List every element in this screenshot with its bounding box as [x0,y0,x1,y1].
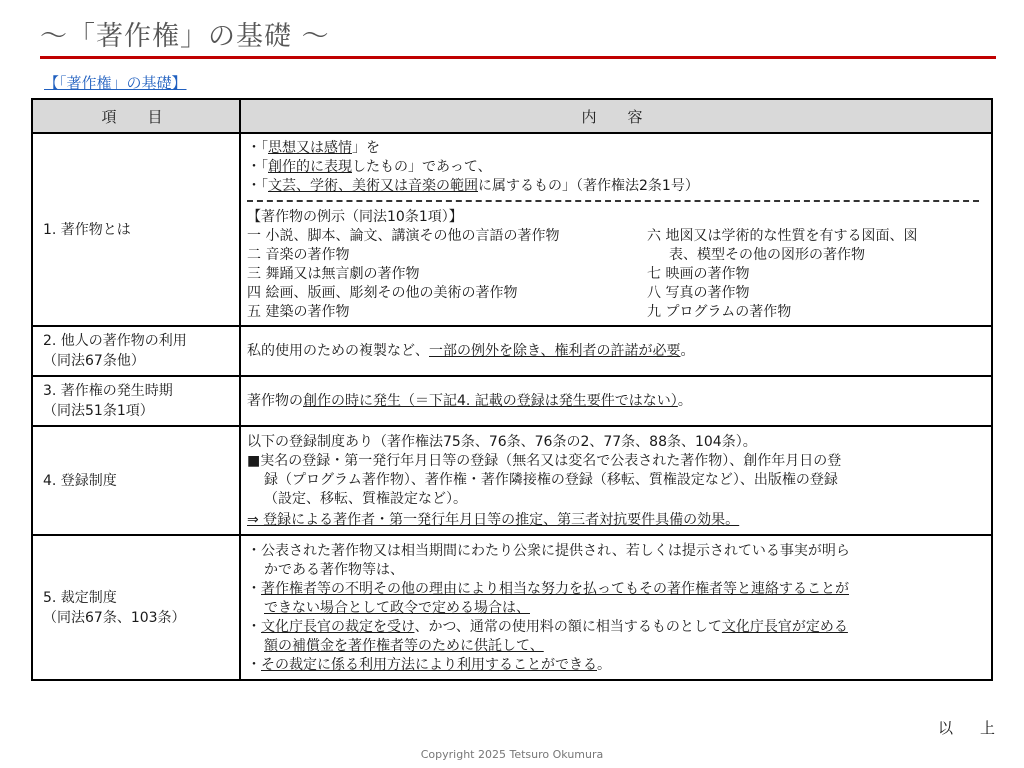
list-item: 八 写真の著作物 [647,285,750,301]
def-line: ・「文芸、学術、美術又は音楽の範囲に属するもの」（著作権法2条1号） [247,178,699,194]
row2-item: 2. 他人の著作物の利用 （同法67条他） [32,326,240,376]
copyright-notice: Copyright 2025 Tetsuro Okumura [420,748,604,761]
row1-content [240,133,992,326]
list-item: 五 建築の著作物 [247,304,350,320]
examples-right-column [647,227,979,322]
list-item: 六 地図又は学術的な性質を有する図面、図 [647,228,918,244]
table-row [32,376,992,426]
table-header-row [32,99,992,133]
examples-title: 【著作物の例示（同法10条1項）】 [247,209,463,225]
row5-item: 5. 裁定制度 （同法67条、103条） [32,535,240,680]
closing-mark: 以 上 [938,719,1002,737]
row5-content: ・公表された著作物又は相当期間にわたり公衆に提供され、若しくは提示されている事実が明ら かである著作物等は、 ・著作権者等の不明その他の理由により相当な努力を払ってもその著作権者等と連絡することが できない場合として政令で定める場合は、 ・文化庁長官の裁定を受け、かつ、通常の使用料の額に相当するものとして文化庁長官が定める 額の補償金を著作権者等のために供託して、 ・その裁定に係る利用方法により利用することができる。 [240,535,992,680]
registration-effect: ⇒ 登録による著作者・第一発行年月日等の推定、第三者対抗要件具備の効果。 [247,512,740,528]
table-row [32,326,992,376]
row1-item: 1. 著作物とは [32,133,240,326]
table-row [32,426,992,535]
registration-intro: 以下の登録制度あり（著作権法75条、76条、76条の2、77条、88条、104条）。 [247,434,757,450]
list-item: 七 映画の著作物 [647,266,750,282]
work-examples [247,202,979,325]
table-row [32,133,992,326]
page-title: ～「著作権」の基礎 ～ [40,21,330,52]
table-row [32,535,992,680]
work-definition [247,134,979,202]
examples-left-column [247,227,647,322]
row2-content: 私的使用のための複製など、一部の例外を除き、権利者の許諾が必要。 [240,326,992,376]
row3-content: 著作物の創作の時に発生（＝下記4. 記載の登録は発生要件ではない）。 [240,376,992,426]
list-item: 一 小説、脚本、論文、講演その他の言語の著作物 [247,228,560,244]
row3-item: 3. 著作権の発生時期 （同法51条1項） [32,376,240,426]
registration-types: ■実名の登録・第一発行年月日等の登録（無名又は変名で公表された著作物）、創作年月日の登 [247,453,842,469]
list-item: 四 絵画、版画、彫刻その他の美術の著作物 [247,285,518,301]
row4-item: 4. 登録制度 [32,426,240,535]
list-item: 九 プログラムの著作物 [647,304,792,320]
row4-content: 以下の登録制度あり（著作権法75条、76条、76条の2、77条、88条、104条）。 ■実名の登録・第一発行年月日等の登録（無名又は変名で公表された著作物）、創作年月日の登 録（プログラム著作物）、著作権・著作隣接権の登録（移転、質権設定など）、出版権の登録 （設定、移転、質権設定など）。 ⇒ 登録による著作者・第一発行年月日等の推定、第三者対抗要件具備の効果。 [240,426,992,535]
def-line: ・「創作的に表現したもの」であって、 [247,159,492,175]
section-heading: 【「著作権」の基礎】 [44,74,187,92]
title-divider [40,56,996,59]
list-item: 二 音楽の著作物 [247,247,350,263]
list-item: 三 舞踊又は無言劇の著作物 [247,266,420,282]
copyright-basics-table [31,98,993,681]
header-content: 内 容 [240,99,992,133]
list-item-continuation: 表、模型その他の図形の著作物 [669,247,865,263]
def-line: ・「思想又は感情」を [247,140,380,156]
header-item: 項 目 [32,99,240,133]
